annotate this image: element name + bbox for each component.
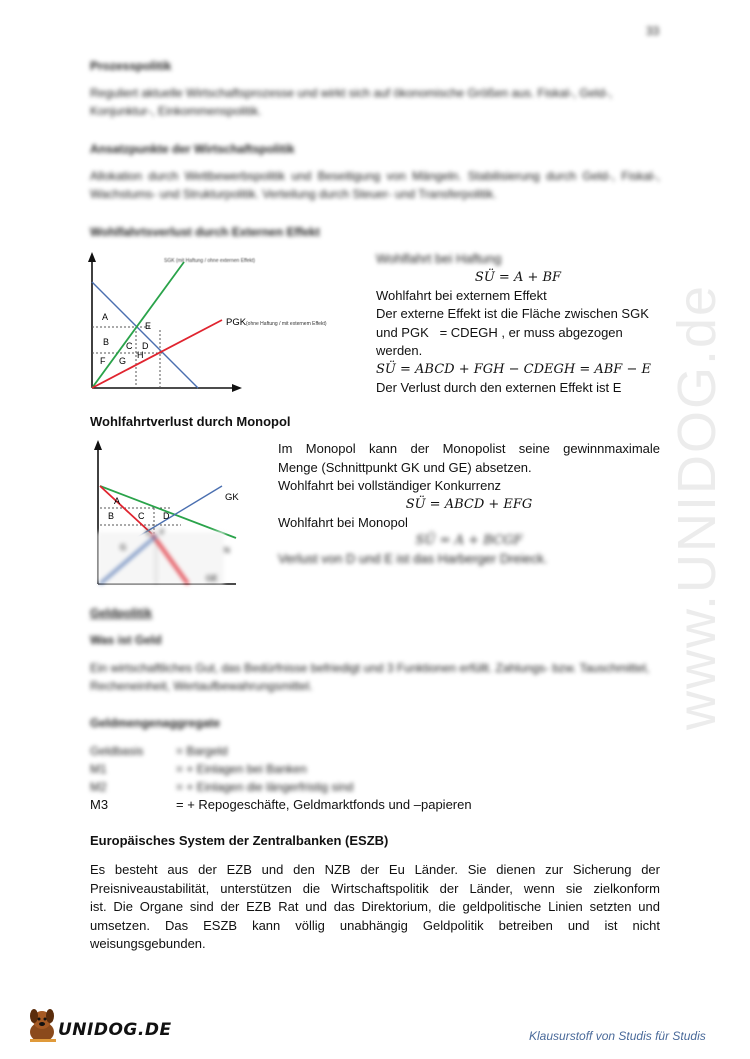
aggregate-key: M2: [90, 780, 107, 794]
text-line: Der Verlust durch den externen Effekt ist E: [376, 379, 622, 395]
sgk-label: SGK (mit Haftung / ohne externen Effekt): [164, 258, 256, 264]
area-label-h: H: [137, 350, 144, 360]
paragraph-geldpolitik: Ein wirtschaftliches Gut, das Bedürfnisse befriedigt und 3 Funktionen erfüllt. Zahlungs- bzw. Tauschmittel, Recheneinheit, Wertaufbewahrungsmittel.: [90, 661, 650, 693]
text-line: Wohlfahrt bei externem Effekt: [376, 287, 547, 303]
text-line: Im Monopol kann der Monopolist seine gewinnmaximale: [278, 441, 660, 456]
section-heading-prozesspolitik: Prozesspolitik: [90, 59, 172, 73]
sgk-line: [92, 262, 184, 388]
area-label-c: C: [126, 341, 133, 351]
logo-text: UNIDOG.DE: [58, 1020, 172, 1040]
formula-line: SÜ = A + BCGF: [415, 533, 523, 548]
area-label-g: G: [119, 356, 127, 366]
area-label-c: C: [138, 511, 145, 521]
pgk-line: [92, 320, 222, 388]
text-line: Wohlfahrt bei Monopol: [278, 514, 408, 530]
gk-label: GK: [225, 492, 239, 503]
area-label-d: D: [163, 511, 170, 521]
text-line: Verlust von D und E ist das Harberger Dreieck.: [278, 551, 548, 566]
section-heading-aggregate: Geldmengenaggregate: [90, 716, 221, 730]
ge-label: GE: [206, 574, 218, 583]
text-line: Menge (Schnittpunkt GK und GE) absetzen.: [278, 459, 532, 475]
section-heading-eszb: Europäisches System der Zentralbanken (ESZB): [90, 833, 389, 848]
watermark: www.UNIDOG.de: [667, 283, 727, 730]
section-heading-geldpolitik: Geldpolitik: [90, 606, 153, 620]
section-heading-monopol: Wohlfahrtverlust durch Monopol: [90, 414, 291, 429]
pgk-note: (ohne Haftung / mit externem Effekt): [246, 321, 327, 327]
section-heading-externer-effekt: Wohlfahrtsverlust durch Externen Effekt: [90, 225, 320, 239]
aggregate-value: = + Repogeschäfte, Geldmarktfonds und –papieren: [176, 797, 472, 812]
aggregate-key: M1: [90, 762, 107, 776]
n-label: N: [224, 546, 230, 555]
externer-effekt-text: [376, 250, 660, 397]
text-line: ist. Die Organe sind der EZB Rat und das Direktorium, die geldpolitische Linien setzten und: [90, 899, 660, 914]
area-label-b: B: [103, 337, 110, 347]
area-label-f: F: [160, 528, 165, 537]
area-label-d: D: [142, 341, 149, 351]
monopol-graph: [86, 438, 266, 594]
section-heading-ansatzpunkte: Ansatzpunkte der Wirtschaftspolitik: [90, 142, 295, 156]
aggregate-value: = + Einlagen bei Banken: [176, 762, 307, 776]
text-line: Wohlfahrt bei vollständiger Konkurrenz: [278, 478, 502, 493]
text-line: Es besteht aus der EZB und den NZB der Eu Länder. Sie dienen zur Sicherung der: [90, 862, 660, 877]
monopol-text: [278, 440, 660, 569]
paragraph-prozesspolitik: Reguliert aktuelle Wirtschaftsprozesse und wirkt sich auf ökonomische Größen aus. Fiskal-, Geld-, Konjunktur-, Einkommenspolitik.: [90, 86, 613, 118]
area-label-a: A: [114, 496, 121, 506]
paragraph-ansatzpunkte: Allokation durch Wettbewerbspolitik und Beseitigung von Mängeln. Stabilisierung durch Geld-, Fiskal-, Wachstums- und Strukturpolitik. Verteilung durch Steuer- und Transferpolitik.: [90, 169, 660, 201]
area-label-e: E: [146, 528, 152, 537]
paragraph-eszb: [90, 861, 660, 954]
text-line: werden.: [376, 343, 423, 358]
externer-effekt-graph: [80, 250, 372, 400]
aggregate-key: Geldbasis: [90, 744, 144, 758]
footer-tagline: Klausurstoff von Studis für Studis: [529, 1029, 706, 1043]
footer-logo[interactable]: [22, 1006, 172, 1046]
aggregate-key: M3: [90, 797, 109, 812]
text-line: Wohlfahrt bei Haftung: [376, 251, 502, 266]
area-label-a: A: [102, 312, 109, 322]
text-line: umsetzen. Das ESZB kann völlig unabhängig Geldpolitik betreiben und ist nicht: [90, 917, 660, 933]
text-line: weisungsgebunden.: [90, 936, 206, 951]
formula-line: SÜ = A + BF: [474, 269, 562, 285]
text-line: Preisniveaustabilität, unterstützen die Wirtschaftspolitik der Länder, wenn sie zielkonform: [90, 880, 660, 896]
formula-line: SÜ = ABCD + FGH − CDEGH = ABF − E: [376, 361, 651, 377]
area-label-b: B: [108, 511, 115, 521]
aggregate-value: = + Einlagen die längerfristig sind: [176, 780, 354, 794]
dog-logo-icon: [22, 1006, 62, 1046]
page-number: 33: [646, 24, 660, 38]
area-label-e: E: [145, 321, 152, 331]
pgk-label: PGK: [226, 317, 247, 328]
area-label-f: F: [100, 356, 106, 366]
text-line: und PGK = CDEGH , er muss abgezogen: [376, 324, 623, 340]
subheading-was-ist-geld: Was ist Geld: [90, 633, 162, 647]
area-label-g: G: [120, 543, 127, 552]
text-line: Der externe Effekt ist die Fläche zwischen SGK: [376, 306, 649, 321]
aggregate-value: = Bargeld: [176, 744, 228, 758]
formula-line: SÜ = ABCD + EFG: [405, 496, 533, 512]
